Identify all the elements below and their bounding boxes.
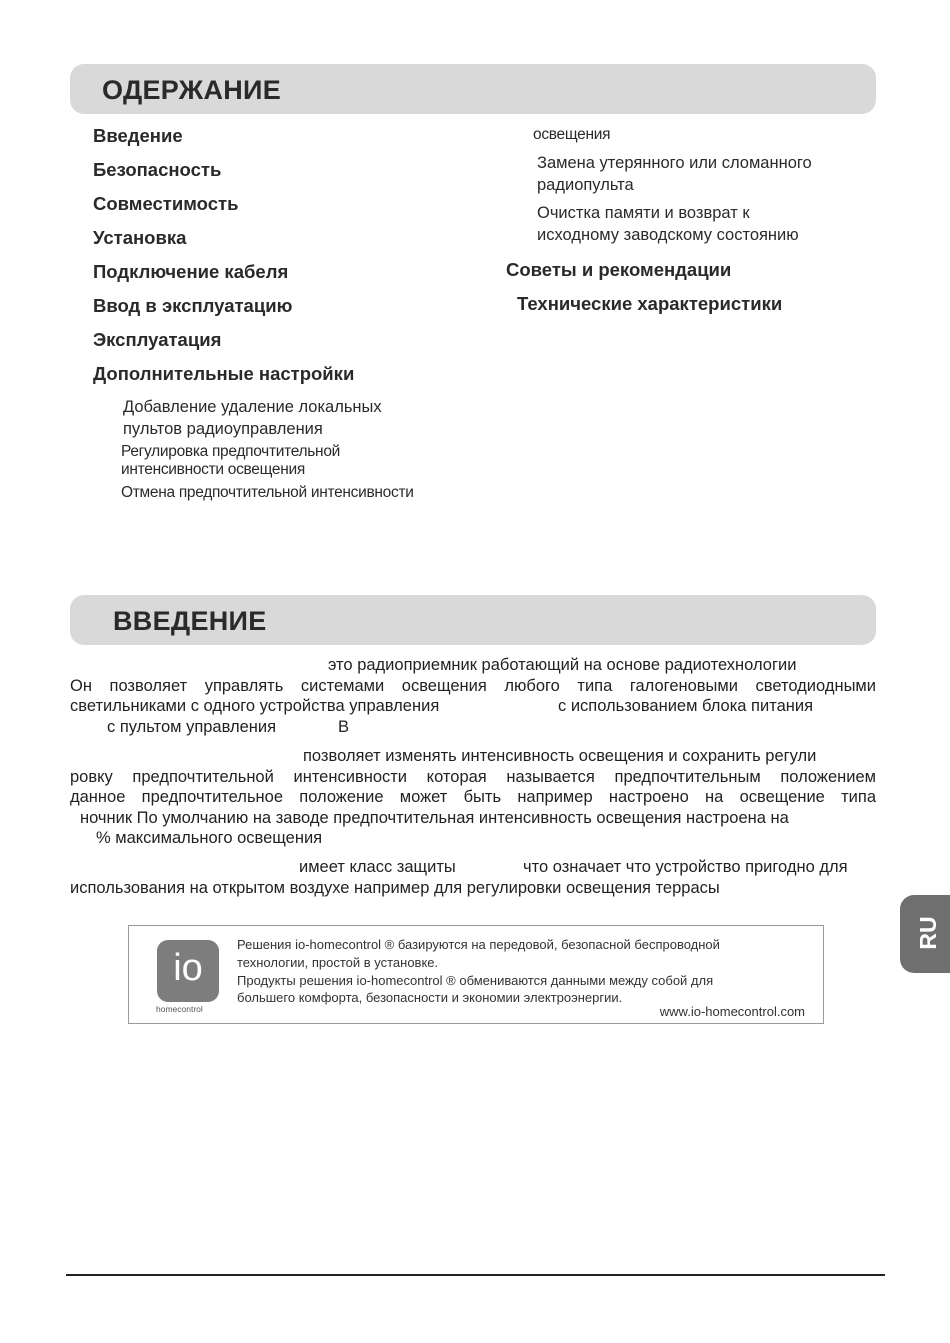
toc-sub-replace-1[interactable]: Замена утерянного или сломанного (537, 154, 812, 172)
intro-p1-line-1: это радиоприемник работающий на основе радиотехнологии (328, 656, 797, 674)
toc-sub-cancel-2[interactable]: освещения (533, 126, 611, 143)
toc-sub-replace-2[interactable]: радиопульта (537, 176, 634, 194)
toc-item-specifications[interactable]: Технические характеристики (517, 293, 783, 314)
toc-item-introduction[interactable]: Введение (93, 125, 183, 146)
toc-sub-reset-1[interactable]: Очистка памяти и возврат к (537, 204, 750, 222)
intro-p1-line-3b: с использованием блока питания (558, 697, 814, 715)
io-brand-text: homecontrol (156, 1004, 203, 1014)
io-text-line-1: Решения io-homecontrol ® базируются на передовой, безопасной беспроводной (237, 937, 720, 952)
io-text-line-2: технологии, простой в установке. (237, 955, 439, 970)
language-tab[interactable] (900, 895, 950, 973)
language-tab-label: RU (914, 916, 941, 950)
intro-paragraph-2 (70, 746, 876, 849)
toc-item-operation[interactable]: Эксплуатация (93, 329, 222, 350)
intro-p2-line-1: позволяет изменять интенсивность освещения и сохранить регули (303, 747, 817, 765)
toc-item-additional-settings[interactable]: Дополнительные настройки (93, 363, 355, 384)
intro-p1-line-3a: светильниками с одного устройства управления (70, 697, 440, 715)
intro-p2-line-5: % максимального освещения (96, 829, 323, 847)
intro-p3-line-1 (70, 857, 876, 878)
intro-p2-line-2: ровку предпочтительной интенсивности которая называется предпочтительным положением (70, 767, 876, 786)
introduction-banner (70, 595, 876, 645)
bottom-divider (66, 1274, 885, 1276)
intro-p1-line-2: Он позволяет управлять системами освещения любого типа галогеновыми светодиодными (70, 676, 876, 695)
toc-sub-adjust-2[interactable]: интенсивности освещения (121, 461, 305, 478)
contents-title: ОДЕРЖАНИЕ (102, 75, 282, 105)
introduction-title: ВВЕДЕНИЕ (113, 606, 267, 636)
toc-item-commissioning[interactable]: Ввод в эксплуатацию (93, 295, 293, 316)
toc-sub-cancel-1[interactable]: Отмена предпочтительной интенсивности (121, 484, 414, 501)
intro-p2-line-3: данное предпочтительное положение может быть например настроено на освещение типа (70, 788, 876, 806)
toc-item-safety[interactable]: Безопасность (93, 159, 222, 180)
intro-p3-line-1a: имеет класс защиты (299, 858, 456, 876)
intro-paragraph-3 (70, 857, 876, 898)
toc-item-cable-connection[interactable]: Подключение кабеля (93, 261, 289, 282)
io-text-line-4: большего комфорта, безопасности и экономии электроэнергии. (237, 990, 623, 1005)
toc-item-installation[interactable]: Установка (93, 227, 187, 248)
toc-sub-add-remove-1[interactable]: Добавление удаление локальных (123, 398, 382, 416)
toc-sub-reset-2[interactable]: исходному заводскому состоянию (537, 226, 799, 244)
intro-p3-line-2: использования на открытом воздухе например для регулировки освещения террасы (70, 878, 720, 897)
io-text-line-3: Продукты решения io-homecontrol ® обмениваются данными между собой для (237, 973, 714, 988)
intro-p1-line-4 (70, 717, 876, 738)
io-url[interactable]: www.io-homecontrol.com (659, 1004, 805, 1019)
io-homecontrol-box (128, 925, 824, 1024)
io-logo: io (157, 940, 219, 1002)
intro-p1-line-4a: с пультом управления (107, 717, 277, 736)
toc-item-compatibility[interactable]: Совместимость (93, 193, 239, 214)
intro-p2-line-4: ночник По умолчанию на заводе предпочтительная интенсивность освещения настроена на (80, 808, 789, 827)
intro-p1-line-4b: В (338, 717, 350, 736)
intro-p1-line-3 (70, 696, 876, 717)
intro-paragraph-1 (70, 655, 876, 737)
contents-banner (70, 64, 876, 114)
toc-sub-add-remove-2[interactable]: пультов радиоуправления (123, 420, 323, 438)
toc-item-tips[interactable]: Советы и рекомендации (506, 259, 732, 280)
toc-sub-adjust-1[interactable]: Регулировка предпочтительной (121, 443, 340, 460)
intro-p3-line-1b: что означает что устройство пригодно для (523, 858, 848, 876)
